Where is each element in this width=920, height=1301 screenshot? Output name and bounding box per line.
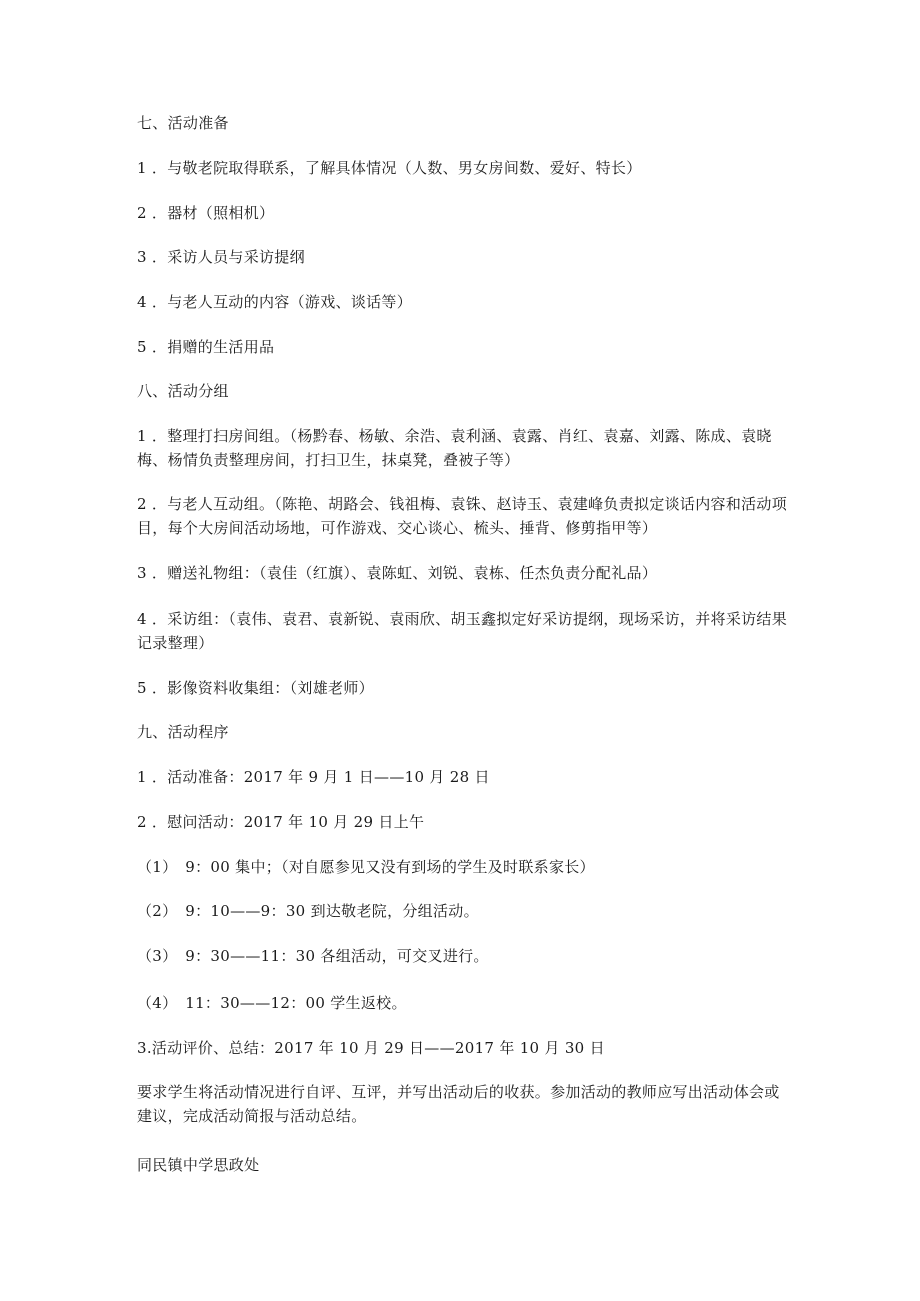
signature: 同民镇中学思政处 bbox=[137, 1156, 260, 1174]
section-8-item-5: 5 ．影像资料收集组：（刘雄老师） bbox=[137, 679, 374, 697]
section-9-item-1: 1 ．活动准备：2017 年 9 月 1 日——10 月 28 日 bbox=[137, 768, 490, 786]
section-9-item-2: 2 ．慰问活动：2017 年 10 月 29 日上午 bbox=[137, 813, 425, 831]
section-7-item-3: 3 ．采访人员与采访提纲 bbox=[137, 248, 305, 266]
section-8-item-2: 2 ．与老人互动组。（陈艳、胡路会、钱祖梅、袁铢、赵诗玉、袁建峰负责拟定谈话内容和活动项目，每个大房间活动场地，可作游戏、交心谈心、梳头、捶背、修剪指甲等） bbox=[137, 495, 788, 537]
schedule-item-1: （1） 9：00 集中；（对自愿参见又没有到场的学生及时联系家长） bbox=[137, 858, 595, 876]
schedule-item-3: （3） 9：30——11：30 各组活动，可交叉进行。 bbox=[137, 947, 489, 965]
section-7-item-1: 1 ．与敬老院取得联系，了解具体情况（人数、男女房间数、爱好、特长） bbox=[137, 159, 642, 177]
section-8-item-3: 3 ．赠送礼物组：（袁佳（红旗）、袁陈虹、刘锐、袁栋、任杰负责分配礼品） bbox=[137, 564, 658, 582]
section-7-item-5: 5 ．捐赠的生活用品 bbox=[137, 338, 275, 356]
schedule-item-2: （2） 9：10——9：30 到达敬老院，分组活动。 bbox=[137, 902, 479, 920]
schedule-item-4: （4） 11：30——12：00 学生返校。 bbox=[137, 994, 407, 1012]
section-7-item-2: 2 ．器材（照相机） bbox=[137, 204, 275, 222]
section-7-item-4: 4 ．与老人互动的内容（游戏、谈话等） bbox=[137, 293, 413, 311]
section-9-heading: 九、活动程序 bbox=[137, 723, 229, 741]
section-8-item-4: 4 ．采访组：（袁伟、袁君、袁新锐、袁雨欣、胡玉鑫拟定好采访提纲，现场采访，并将采访结果记录整理） bbox=[137, 610, 788, 652]
section-8-heading: 八、活动分组 bbox=[137, 382, 229, 400]
requirement-paragraph: 要求学生将活动情况进行自评、互评，并写出活动后的收获。参加活动的教师应写出活动体会或建议，完成活动简报与活动总结。 bbox=[137, 1083, 780, 1125]
section-8-item-1: 1 ．整理打扫房间组。（杨黔春、杨敏、余浩、袁利涵、袁露、肖红、袁嘉、刘露、陈成、袁晓梅、杨情负责整理房间，打扫卫生，抹桌凳，叠被子等） bbox=[137, 427, 772, 469]
section-7-heading: 七、活动准备 bbox=[137, 114, 229, 132]
evaluation-line: 3.活动评价、总结：2017 年 10 月 29 日——2017 年 10 月 30 日 bbox=[137, 1039, 605, 1057]
